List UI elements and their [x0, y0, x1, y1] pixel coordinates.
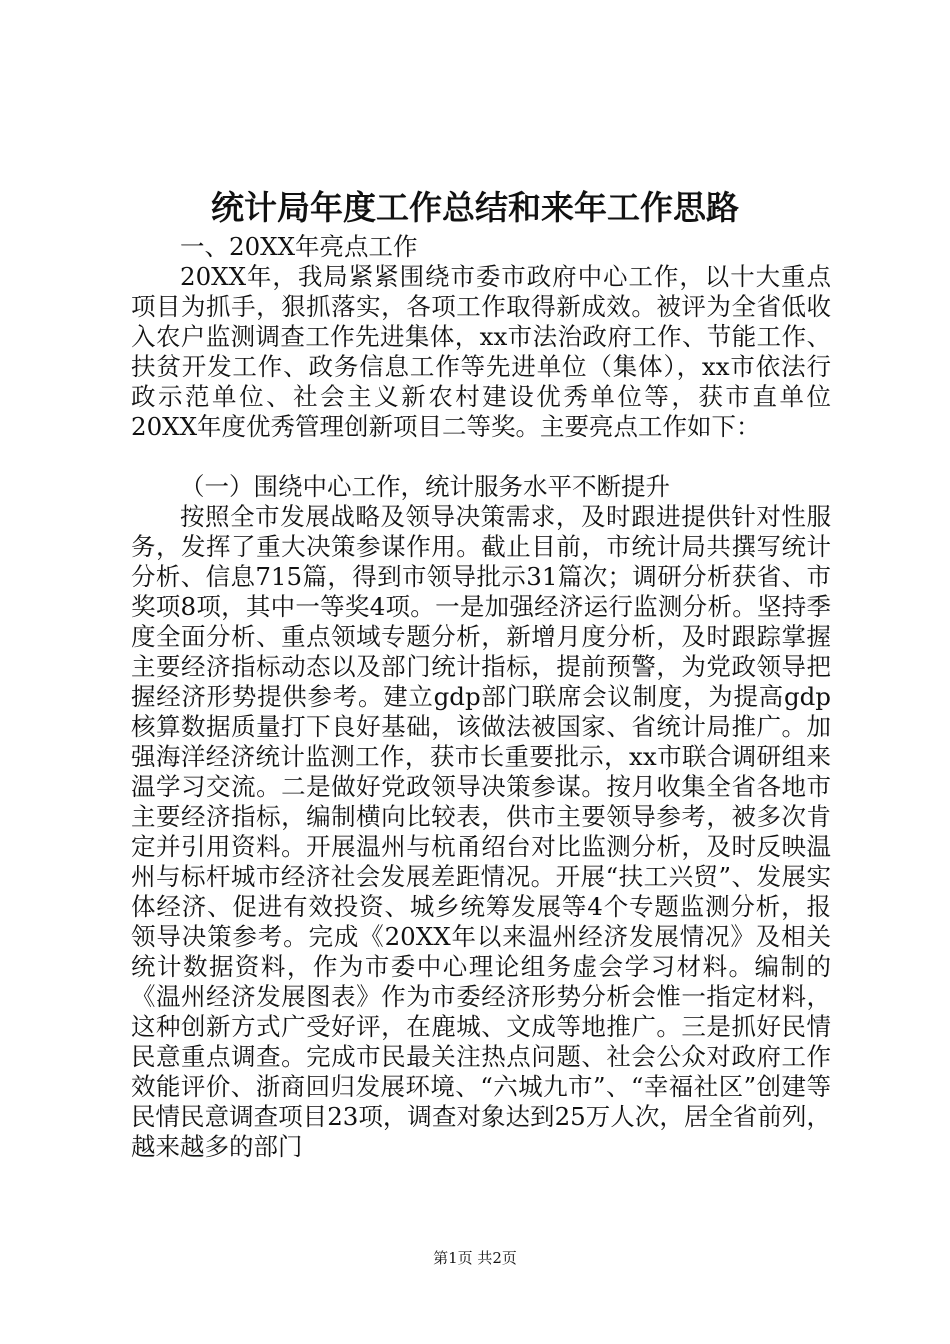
- section-heading: 一、20XX年亮点工作: [180, 232, 418, 261]
- document-title: 统计局年度工作总结和来年工作思路: [211, 188, 739, 227]
- subsection-heading: （一）围绕中心工作，统计服务水平不断提升: [180, 472, 670, 501]
- paragraph-spacer: [131, 442, 831, 472]
- paragraph: 按照全市发展战略及领导决策需求，及时跟进提供针对性服务，发挥了重大决策参谋作用。截止目前，市统计局共撰写统计分析、信息715篇，得到市领导批示31篇次；调研分析获省、市奖项8项，其中一等奖4项。一是加强经济运行监测分析。坚持季度全面分析、重点领域专题分析，新增月度分析，及时跟踪掌握主要经济指标动态以及部门统计指标，提前预警，为党政领导把握经济形势提供参考。建立gdp部门联席会议制度，为提高gdp核算数据质量打下良好基础，该做法被国家、省统计局推广。加强海洋经济统计监测工作，获市长重要批示，xx市联合调研组来温学习交流。二是做好党政领导决策参谋。按月收集全省各地市主要经济指标，编制横向比较表，供市主要领导参考，被多次肯定并引用资料。开展温州与杭甬绍台对比监测分析，及时反映温州与标杆城市经济社会发展差距情况。开展“扶工兴贸”、发展实体经济、促进有效投资、城乡统筹发展等4个专题监测分析，报领导决策参考。完成《20XX年以来温州经济发展情况》及相关统计数据资料，作为市委中心理论组务虚会学习材料。编制的《温州经济发展图表》作为市委经济形势分析会惟一指定材料，这种创新方式广受好评，在鹿城、文成等地推广。三是抓好民情民意重点调查。完成市民最关注热点问题、社会公众对政府工作效能评价、浙商回归发展环境、“六城九市”、“幸福社区”创建等民情民意调查项目23项，调查对象达到25万人次，居全省前列，越来越多的部门: [131, 502, 831, 1161]
- paragraph: 20XX年，我局紧紧围绕市委市政府中心工作，以十大重点项目为抓手，狠抓落实，各项工作取得新成效。被评为全省低收入农户监测调查工作先进集体，xx市法治政府工作、节能工作、扶贫开发工作、政务信息工作等先进单位（集体），xx市依法行政示范单位、社会主义新农村建设优秀单位等，获市直单位20XX年度优秀管理创新项目二等奖。主要亮点工作如下：: [131, 262, 831, 441]
- document-body: [131, 232, 831, 1162]
- page-number-footer: 第1页 共2页: [433, 1249, 517, 1267]
